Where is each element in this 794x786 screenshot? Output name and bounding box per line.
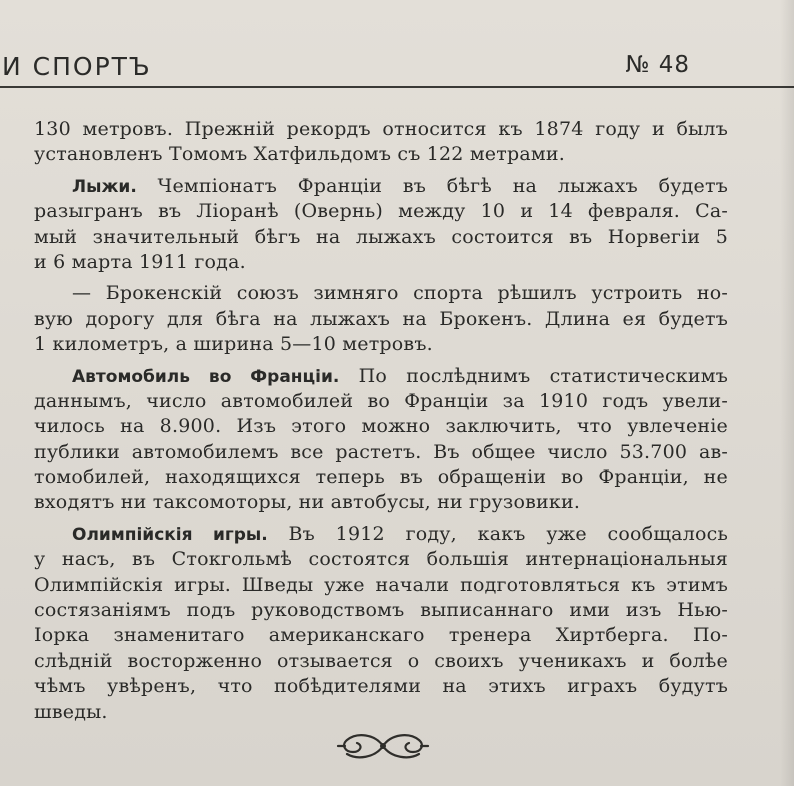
text-line: — Брокенскій союзъ зимняго спорта рѣшилъ устроить но- xyxy=(72,282,728,305)
text-line: вую дорогу для бѣга на лыжахъ на Брокенъ. Длина ея будетъ xyxy=(34,307,728,330)
text-line: Олимпійскія игры. Шведы уже начали подготовляться къ этимъ xyxy=(34,573,728,596)
page-header xyxy=(0,44,794,88)
text-line: мый значительный бѣгъ на лыжахъ состоится въ Норвегіи 5 xyxy=(34,225,728,248)
text-line: чилось на 8.900. Изъ этого можно заключить, что увлеченіе xyxy=(34,415,728,438)
text-line: состязаніямъ подъ руководствомъ выписаннаго ими изъ Нью- xyxy=(34,599,728,622)
text-run: Чемпіонатъ Франціи въ бѣгѣ на лыжахъ будетъ xyxy=(136,174,728,197)
text-line: чѣмъ увѣренъ, что побѣдителями на этихъ играхъ будутъ xyxy=(34,675,728,698)
text-line: 1 километръ, а ширина 5—10 метровъ. xyxy=(34,333,433,356)
text-line: входятъ ни таксомоторы, ни автобусы, ни грузовики. xyxy=(34,491,581,514)
text-run: Въ 1912 году, какъ уже сообщалось xyxy=(267,522,728,545)
text-line: даннымъ, число автомобилей во Франціи за 1910 годъ увели- xyxy=(34,389,728,412)
text-line: разыгранъ въ Ліоранѣ (Овернь) между 10 и 14 февраля. Са- xyxy=(34,200,728,223)
text-line: Іорка знаменитаго американскаго тренера Хиртберга. По- xyxy=(34,624,728,647)
tailpiece-ornament-icon xyxy=(335,730,431,762)
text-line: публики автомобилемъ все растетъ. Въ общее число 53.700 ав- xyxy=(34,440,728,463)
text-line: шведы. xyxy=(34,700,108,723)
page-edge-shadow xyxy=(780,0,794,786)
text-line: томобилей, находящихся теперь въ обращеніи во Франціи, не xyxy=(34,466,728,489)
section-rubric: Лыжи. xyxy=(72,176,137,197)
section-rubric: Автомобиль во Франціи. xyxy=(72,366,340,387)
article-body xyxy=(34,117,728,725)
text-line xyxy=(34,364,728,389)
text-line xyxy=(34,522,728,547)
running-title: И СПОРТЪ xyxy=(2,52,152,81)
text-line: слѣдній восторженно отзывается о своихъ ученикахъ и болѣе xyxy=(34,649,728,672)
text-line: и 6 марта 1911 года. xyxy=(34,250,246,273)
issue-number: № 48 xyxy=(625,52,690,78)
text-line: у насъ, въ Стокгольмѣ состоятся большія интернаціональныя xyxy=(34,548,728,571)
header-rule xyxy=(0,86,794,88)
text-line xyxy=(34,174,728,199)
text-line: 130 метровъ. Прежній рекордъ относится къ 1874 году и былъ xyxy=(34,118,728,140)
text-line: установленъ Томомъ Хатфильдомъ съ 122 метрами. xyxy=(34,143,565,166)
text-run: По послѣднимъ статистическимъ xyxy=(339,364,728,387)
section-rubric: Олимпійскія игры. xyxy=(72,524,268,545)
